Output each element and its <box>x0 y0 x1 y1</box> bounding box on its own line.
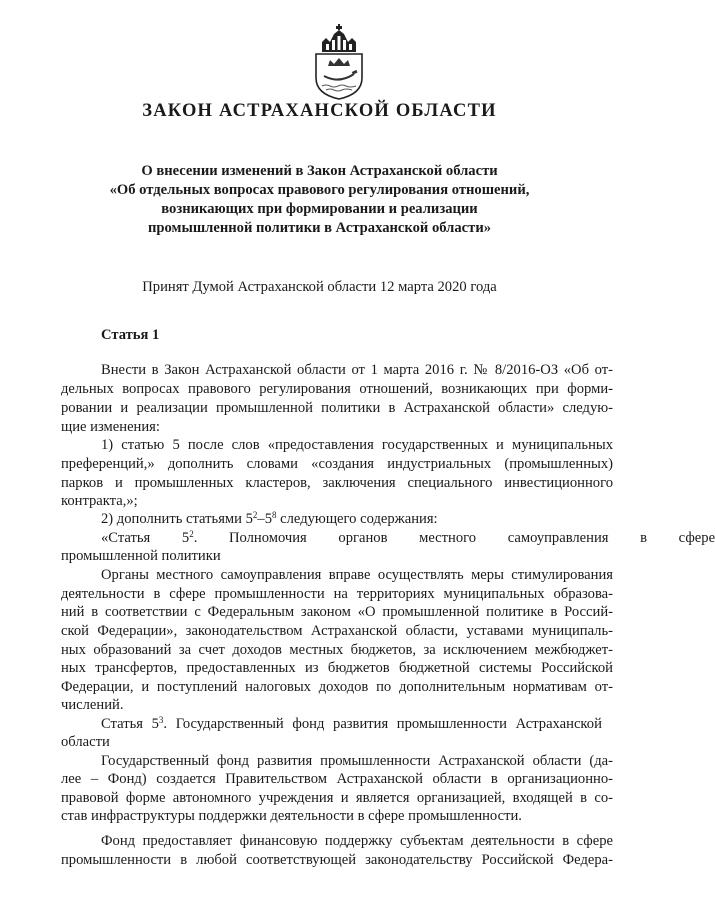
body-line: дельных вопросах правового регулирования отношений, возникающих при форми- <box>61 381 613 397</box>
subtitle-line: О внесении изменений в Закон Астраханской области <box>141 163 498 179</box>
body-line: щие изменения: <box>61 419 160 435</box>
body-line: ской Федерации», законодательством Астраханской области, уставами муниципаль- <box>61 623 613 639</box>
body-line: парков и промышленных кластеров, заключения специального инвестиционного <box>61 475 613 491</box>
body-line <box>61 715 613 733</box>
superscript: 3 <box>158 715 164 725</box>
body-line: Государственный фонд развития промышленности Астраханской области (да- <box>101 753 613 769</box>
text-run: Статья 5 <box>101 716 159 732</box>
subtitle-line: «Об отдельных вопросах правового регулирования отношений, <box>109 182 530 198</box>
text-run: следующего содержания: <box>276 511 438 527</box>
body-line: ний в соответствии с Федеральным законом «О промышленной политике в Россий- <box>61 604 613 620</box>
body-line: Фонд предоставляет финансовую поддержку субъектам деятельности в сфере <box>101 833 613 849</box>
body-line: 1) статью 5 после слов «предоставления государственных и муниципальных <box>101 437 613 453</box>
body-line: ных трансфертов, предоставленных из бюджетов бюджетной системы Российской <box>61 660 613 676</box>
body-line: числений. <box>61 697 124 713</box>
body-line: правовой форме автономного учреждения и является организацией, входящей в со- <box>61 790 613 806</box>
law-subtitle <box>60 162 579 238</box>
adoption-date: Принят Думой Астраханской области 12 марта 2020 года <box>142 279 497 295</box>
subtitle-line: промышленной политики в Астраханской области» <box>147 220 492 236</box>
body-line: области <box>61 734 110 750</box>
text-run: «Статья 5 <box>101 530 190 546</box>
law-title: ЗАКОН АСТРАХАНСКОЙ ОБЛАСТИ <box>142 101 497 121</box>
body-line: ных образований за счет доходов местных бюджетов, за исключением межбюджет- <box>61 642 613 658</box>
article-heading: Статья 1 <box>101 327 160 343</box>
text-run: –5 <box>257 511 272 527</box>
body-line: Федерации, и поступлений налоговых доходов по дополнительным нормативам от- <box>61 679 613 695</box>
body-line: деятельности в сфере промышленности на территориях муниципальных образова- <box>61 586 613 602</box>
superscript: 2 <box>189 529 194 539</box>
body-line: ровании и реализации промышленной политики в Астраханской области» следую- <box>61 400 613 416</box>
astrakhan-coat-of-arms-icon <box>312 24 366 100</box>
text-run: . Полномочия органов местного самоуправления в сфере <box>193 530 715 546</box>
body-line: промышленной политики <box>61 548 221 564</box>
body-line: Органы местного самоуправления вправе осуществлять меры стимулирования <box>101 567 613 583</box>
superscript: 2 <box>252 510 258 520</box>
body-line <box>61 529 715 547</box>
body-line: промышленности в любой соответствующей законодательству Российской Федера- <box>61 852 613 868</box>
subtitle-line: возникающих при формировании и реализации <box>161 201 478 217</box>
superscript: 8 <box>272 510 277 520</box>
body-line: преференций,» дополнить словами «создания индустриальных (промышленных) <box>61 456 613 472</box>
text-run: 2) дополнить статьями 5 <box>101 511 253 527</box>
text-run: . Государственный фонд развития промышленности Астраханской <box>163 716 602 732</box>
body-line: контракта,»; <box>61 493 138 509</box>
body-line: лее – Фонд) создается Правительством Астраханской области в организационно- <box>61 771 613 787</box>
body-line: став инфраструктуры поддержки деятельности в сфере промышленности. <box>61 808 522 824</box>
body-line <box>61 510 613 528</box>
body-line: Внести в Закон Астраханской области от 1 марта 2016 г. № 8/2016-ОЗ «Об от- <box>101 362 613 378</box>
